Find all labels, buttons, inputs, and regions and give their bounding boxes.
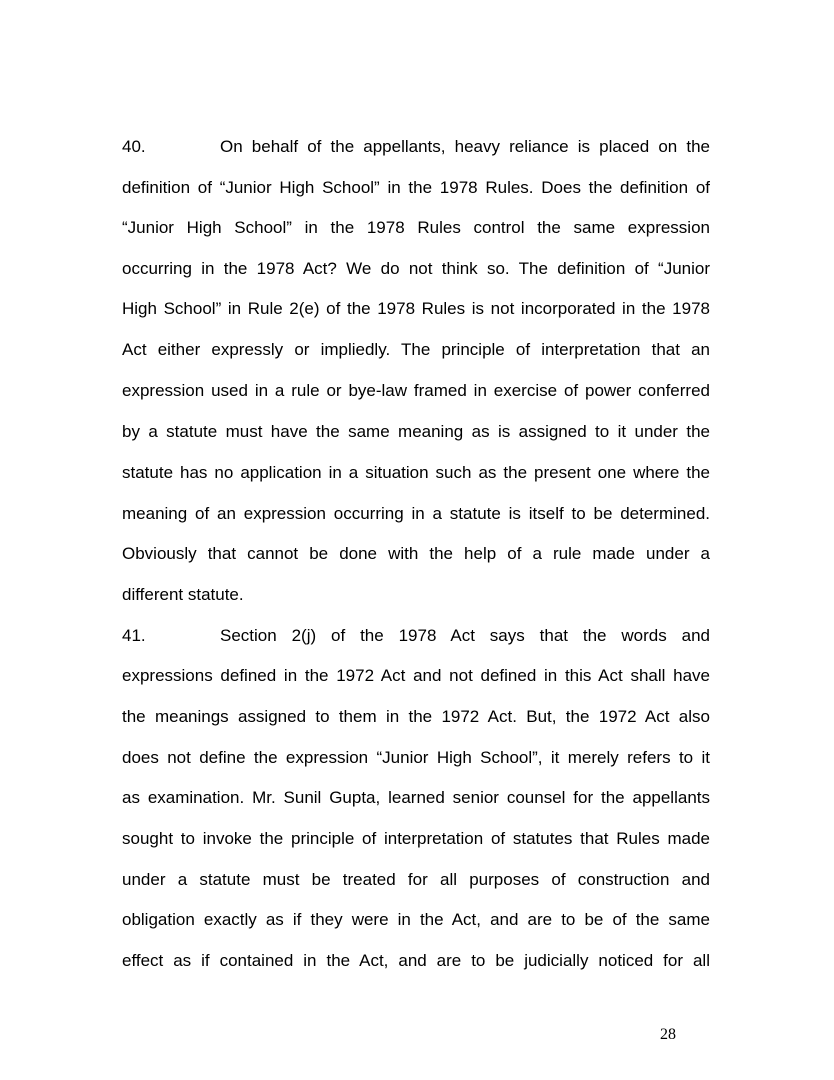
paragraph-40-line-1: [122, 136, 710, 158]
paragraph-text-line: as examination. Mr. Sunil Gupta, learned senior counsel for the appellants: [122, 788, 710, 807]
paragraph-number: 41.: [122, 626, 146, 645]
paragraph-text-line: meaning of an expression occurring in a statute is itself to be determined.: [122, 504, 710, 523]
paragraph-text-line: expression used in a rule or bye-law framed in exercise of power conferred: [122, 381, 710, 400]
paragraph-text-line: Act either expressly or impliedly. The principle of interpretation that an: [122, 340, 710, 359]
paragraph-text-line: obligation exactly as if they were in the Act, and are to be of the same: [122, 910, 710, 929]
paragraph-text-line: sought to invoke the principle of interpretation of statutes that Rules made: [122, 829, 710, 848]
paragraph-text-line: the meanings assigned to them in the 1972 Act. But, the 1972 Act also: [122, 707, 710, 726]
paragraph-text-line: occurring in the 1978 Act? We do not think so. The definition of “Junior: [122, 259, 710, 278]
paragraph-text-line: “Junior High School” in the 1978 Rules control the same expression: [122, 218, 710, 237]
paragraph-text: Section 2(j) of the 1978 Act says that the words and: [220, 626, 710, 645]
paragraph-text-line: definition of “Junior High School” in the 1978 Rules. Does the definition of: [122, 178, 710, 197]
paragraph-text-line: under a statute must be treated for all purposes of construction and: [122, 870, 710, 889]
paragraph-text-line: by a statute must have the same meaning as is assigned to it under the: [122, 422, 710, 441]
paragraph-text-line: Obviously that cannot be done with the help of a rule made under a: [122, 544, 710, 563]
paragraph-text-line: effect as if contained in the Act, and are to be judicially noticed for all: [122, 951, 710, 970]
paragraph-text-line: statute has no application in a situation such as the present one where the: [122, 463, 710, 482]
paragraph-text-line: High School” in Rule 2(e) of the 1978 Rules is not incorporated in the 1978: [122, 299, 710, 318]
paragraph-text-line: different statute.: [122, 585, 244, 604]
paragraph-text-line: does not define the expression “Junior High School”, it merely refers to it: [122, 748, 710, 767]
paragraph-41-line-1: [122, 625, 710, 647]
paragraph-text: On behalf of the appellants, heavy reliance is placed on the: [220, 137, 710, 156]
paragraph-text-line: expressions defined in the 1972 Act and not defined in this Act shall have: [122, 666, 710, 685]
page-number: 28: [660, 1026, 676, 1043]
paragraph-number: 40.: [122, 137, 146, 156]
